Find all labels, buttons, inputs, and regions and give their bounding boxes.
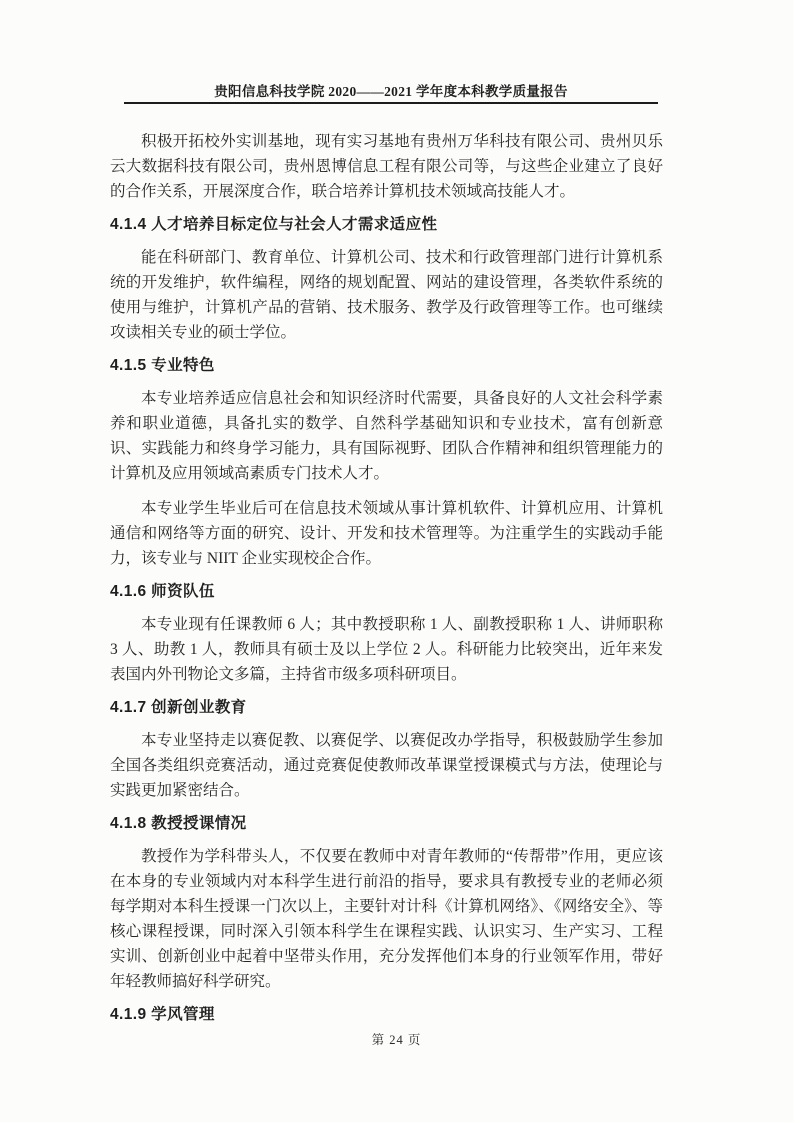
section-heading-4-1-9: 4.1.9 学风管理 xyxy=(110,1006,215,1023)
section-heading-4-1-4: 4.1.4 人才培养目标定位与社会人才需求适应性 xyxy=(110,216,438,233)
section-4-1-4-paragraph: 能在科研部门、教育单位、计算机公司、技术和行政管理部门进行计算机系统的开发维护，软件编程，网络的规划配置、网站的建设管理，各类软件系统的使用与维护，计算机产品的营销、技术服务、教学及行政管理等工作。也可继续攻读相关专业的硕士学位。 xyxy=(110,249,663,341)
section-4-1-6-paragraph: 本专业现有任课教师 6 人；其中教授职称 1 人、副教授职称 1 人、讲师职称 3 人、助教 1 人，教师具有硕士及以上学位 2 人。科研能力比较突出，近年来发表国内外刊物论文多篇，主持省市级多项科研项目。 xyxy=(110,616,663,683)
page-number: 第 24 页 xyxy=(371,1033,422,1047)
report-header-title: 贵阳信息科技学院 2020——2021 学年度本科教学质量报告 xyxy=(214,84,568,99)
section-heading-4-1-8: 4.1.8 教授授课情况 xyxy=(110,815,247,832)
section-4-1-8-paragraph: 教授作为学科带头人，不仅要在教师中对青年教师的“传帮带”作用，更应该在本身的专业领域内对本科学生进行前沿的指导，要求具有教授专业的老师必须每学期对本科生授课一门次以上，主要针对计科《计算机网络》、《网络安全》、等核心课程授课，同时深入引领本科学生在课程实践、认识实习、生产实习、工程实训、创新创业中起着中坚带头作用，充分发挥他们本身的行业领军作用，带好年轻教师搞好科学研究。 xyxy=(110,848,663,990)
intro-paragraph: 积极开拓校外实训基地，现有实习基地有贵州万华科技有限公司、贵州贝乐云大数据科技有限公司，贵州恩博信息工程有限公司等，与这些企业建立了良好的合作关系，开展深度合作，联合培养计算机技术领域高技能人才。 xyxy=(110,133,663,200)
section-4-1-5-paragraph-2: 本专业学生毕业后可在信息技术领域从事计算机软件、计算机应用、计算机通信和网络等方面的研究、设计、开发和技术管理等。为注重学生的实践动手能力，该专业与 NIIT 企业实现校企合作。 xyxy=(110,500,663,567)
header-divider xyxy=(124,102,658,104)
page-footer xyxy=(0,1031,793,1049)
page-header xyxy=(124,84,658,104)
section-heading-4-1-7: 4.1.7 创新创业教育 xyxy=(110,699,247,716)
page-body xyxy=(110,129,663,1035)
section-heading-4-1-6: 4.1.6 师资队伍 xyxy=(110,583,215,600)
section-4-1-5-paragraph-1: 本专业培养适应信息社会和知识经济时代需要，具备良好的人文社会科学素养和职业道德，具备扎实的数学、自然科学基础知识和专业技术，富有创新意识、实践能力和终身学习能力，具有国际视野、团队合作精神和组织管理能力的计算机及应用领域高素质专门技术人才。 xyxy=(110,390,663,482)
section-heading-4-1-5: 4.1.5 专业特色 xyxy=(110,357,215,374)
section-4-1-7-paragraph: 本专业坚持走以赛促教、以赛促学、以赛促改办学指导，积极鼓励学生参加全国各类组织竞赛活动，通过竞赛促使教师改革课堂授课模式与方法，使理论与实践更加紧密结合。 xyxy=(110,732,663,799)
